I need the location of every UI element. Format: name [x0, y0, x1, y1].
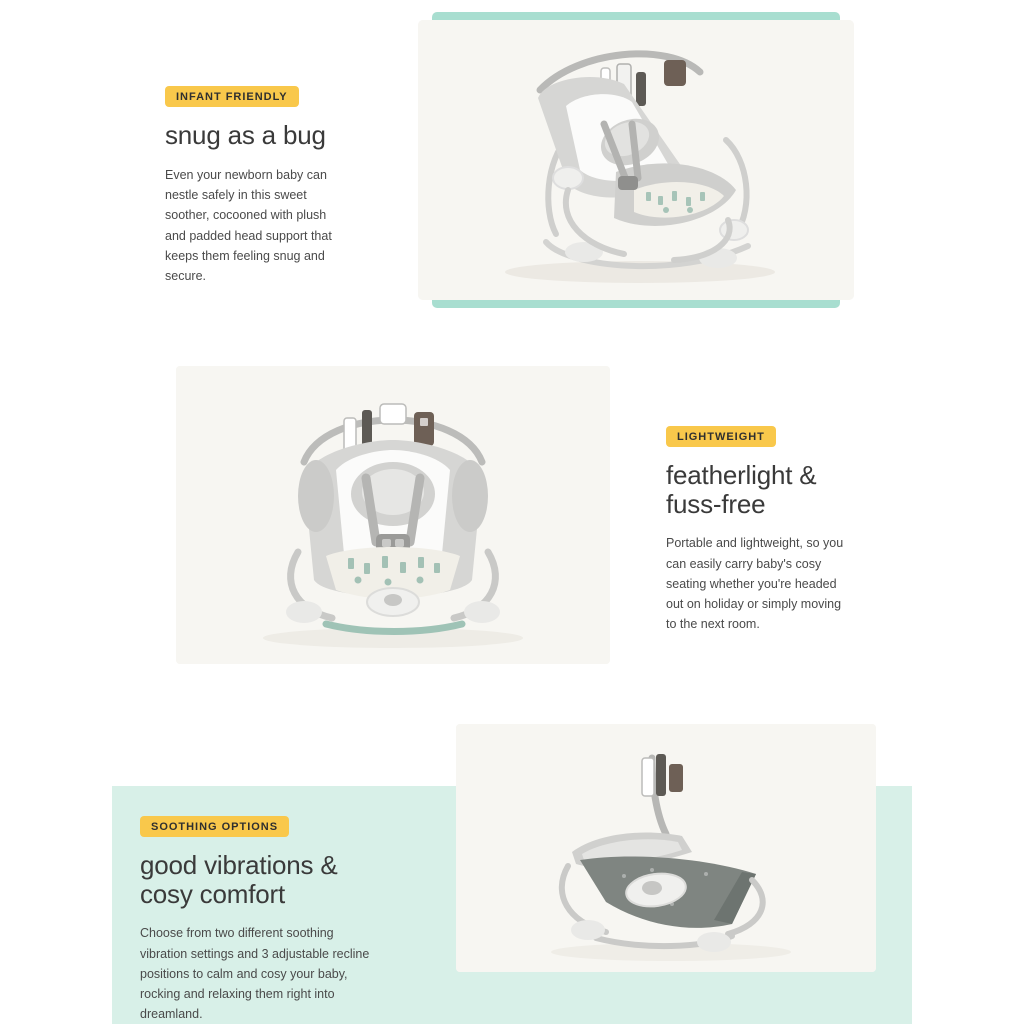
section-1-heading: snug as a bug	[165, 120, 326, 151]
section-1-badge: INFANT FRIENDLY	[165, 86, 299, 107]
section-2-badge: LIGHTWEIGHT	[666, 426, 776, 447]
section-2-product-image	[176, 366, 610, 664]
section-3-body: Choose from two different soothing vibration settings and 3 adjustable recline positions to calm and cosy your baby, rocking and relaxing them right into dreamland.	[140, 926, 370, 1022]
section-3-badge: SOOTHING OPTIONS	[140, 816, 289, 837]
section-1-text-block	[165, 86, 365, 299]
section-2-body: Portable and lightweight, so you can easily carry baby's cosy seating whether you're headed out on holiday or simply moving to the next room.	[666, 536, 844, 632]
section-1-product-image	[418, 20, 854, 300]
section-3-text-block	[140, 816, 390, 1024]
section-3-product-image	[456, 724, 876, 972]
bouncer-three-quarter-illustration	[418, 20, 854, 300]
section-2-text-block	[666, 426, 866, 647]
section-2-heading: featherlight & fuss-free	[666, 460, 817, 520]
section-3-heading: good vibrations & cosy comfort	[140, 850, 338, 910]
section-1-body: Even your newborn baby can nestle safely in this sweet soother, cocooned with plush and padded head support that keeps them feeling snug and secure.	[165, 167, 332, 284]
bouncer-side-profile-illustration	[456, 724, 876, 972]
bouncer-front-illustration	[176, 366, 610, 664]
